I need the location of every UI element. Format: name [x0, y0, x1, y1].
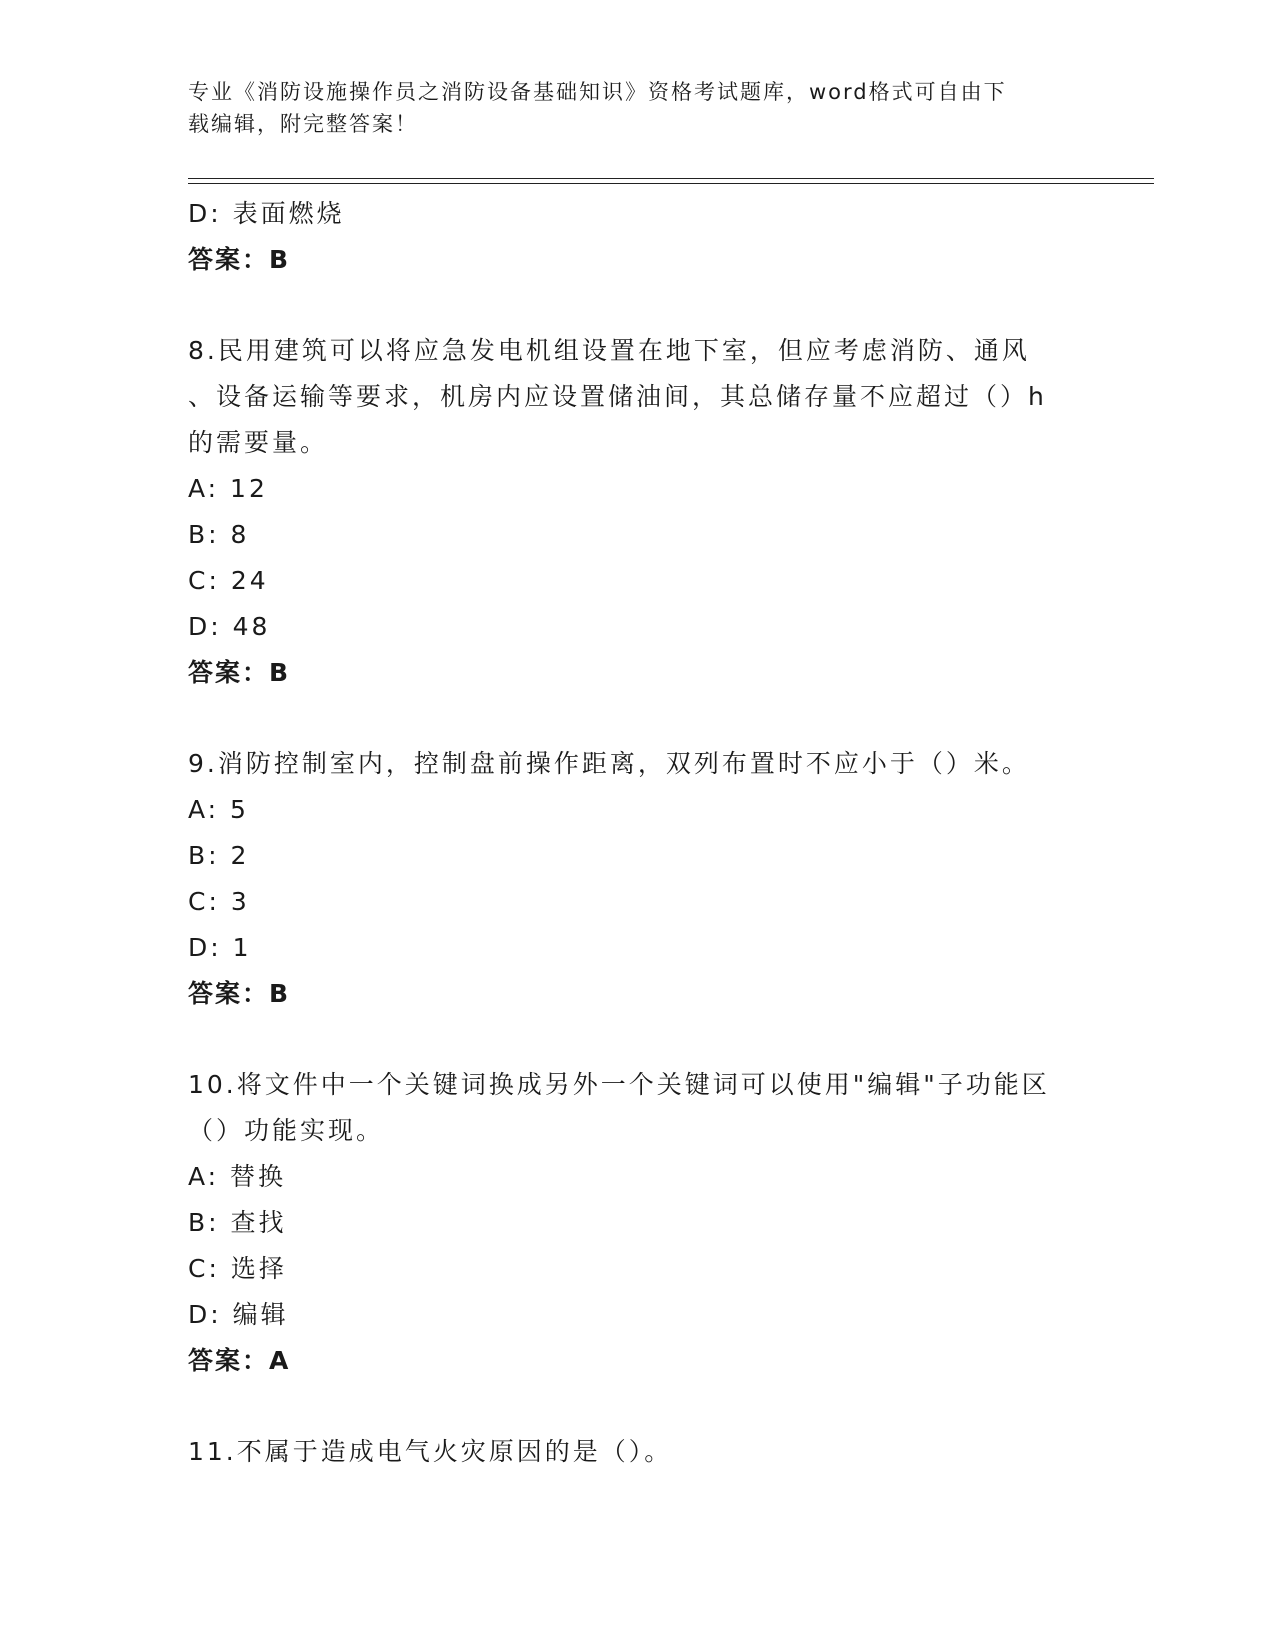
option-a: A: 12 — [188, 474, 268, 503]
answer-label: 答案：B — [188, 245, 291, 274]
option-a: A: 替换 — [188, 1162, 287, 1191]
question-list — [188, 191, 1088, 1475]
option-d: D: 编辑 — [188, 1300, 289, 1329]
header-divider-bottom — [188, 183, 1154, 184]
question-text-line: 8.民用建筑可以将应急发电机组设置在地下室，但应考虑消防、通风 — [188, 336, 1030, 365]
question-text-line: 11.不属于造成电气火灾原因的是（）。 — [188, 1437, 673, 1466]
option-c: C: 24 — [188, 566, 269, 595]
question-text-line: 9.消防控制室内，控制盘前操作距离，双列布置时不应小于（）米。 — [188, 749, 1030, 778]
option-d: D: 表面燃烧 — [188, 199, 345, 228]
question-8 — [188, 328, 1088, 696]
option-d: D: 1 — [188, 933, 252, 962]
question-text-line: 的需要量。 — [188, 428, 329, 457]
header-line-1: 专业《消防设施操作员之消防设备基础知识》资格考试题库，word格式可自由下 — [188, 80, 1007, 104]
answer-label: 答案：A — [188, 1346, 291, 1375]
option-c: C: 3 — [188, 887, 250, 916]
question-9 — [188, 741, 1088, 1017]
question-10 — [188, 1062, 1088, 1384]
header-line-2: 载编辑，附完整答案！ — [188, 112, 418, 136]
option-a: A: 5 — [188, 795, 249, 824]
previous-question-tail — [188, 191, 1088, 283]
answer-label: 答案：B — [188, 658, 291, 687]
document-header — [188, 76, 1068, 140]
header-divider-top — [188, 178, 1154, 179]
option-b: B: 2 — [188, 841, 250, 870]
option-b: B: 8 — [188, 520, 250, 549]
question-text-line: 、设备运输等要求，机房内应设置储油间，其总储存量不应超过（）h — [188, 382, 1047, 411]
question-11 — [188, 1429, 1088, 1475]
option-c: C: 选择 — [188, 1254, 287, 1283]
answer-label: 答案：B — [188, 979, 291, 1008]
question-text-line: 10.将文件中一个关键词换成另外一个关键词可以使用"编辑"子功能区 — [188, 1070, 1050, 1099]
question-text-line: （）功能实现。 — [188, 1116, 385, 1145]
option-b: B: 查找 — [188, 1208, 287, 1237]
option-d: D: 48 — [188, 612, 271, 641]
